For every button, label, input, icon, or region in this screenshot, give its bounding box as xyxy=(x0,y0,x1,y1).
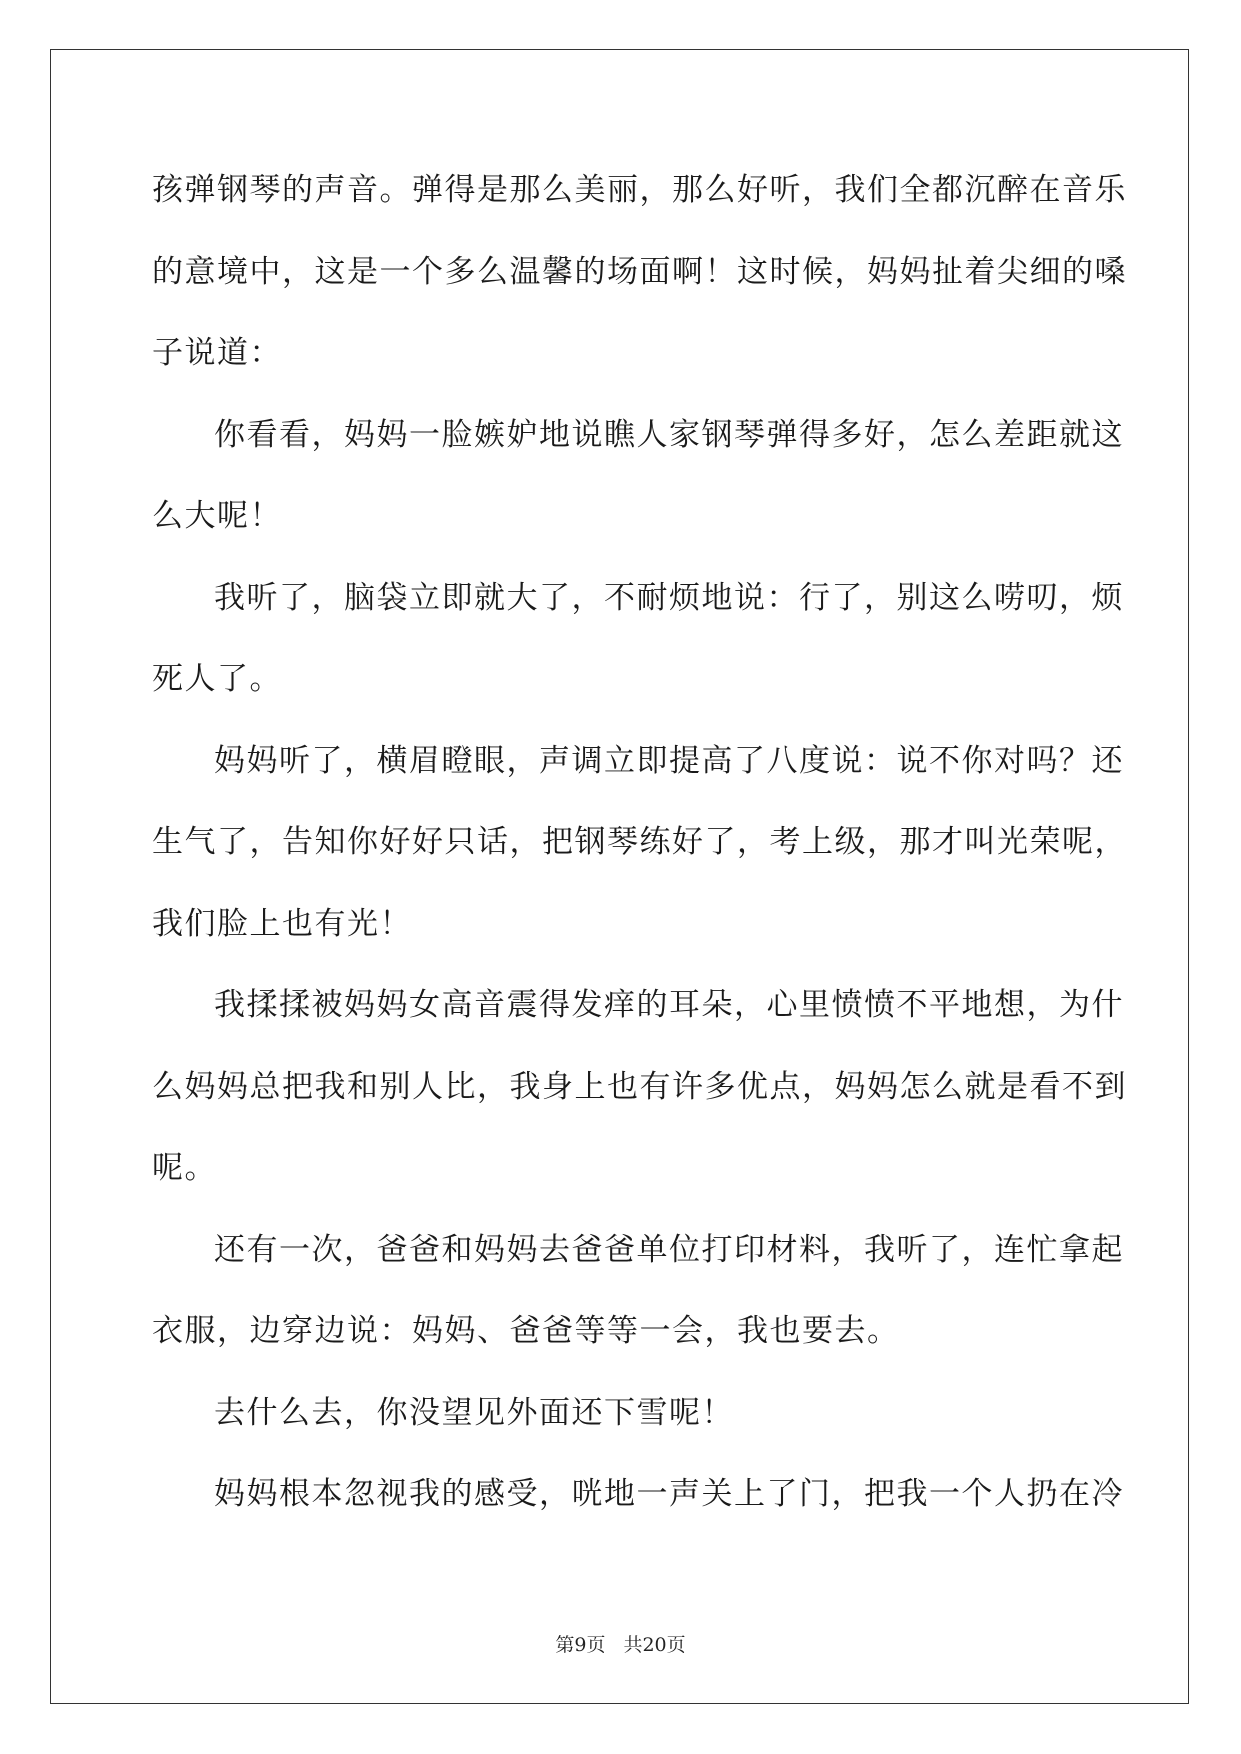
text-line: 我揉揉被妈妈女高音震得发痒的耳朵，心里愤愤不平地想，为什 xyxy=(214,987,1124,1023)
page-number: 第9页 xyxy=(555,1634,606,1656)
text-line: 的意境中，这是一个多么温馨的场面啊！这时候，妈妈扯着尖细的嗓 xyxy=(152,253,1127,290)
text-line: 孩弹钢琴的声音。弹得是那么美丽，那么好听，我们全都沉醉在音乐 xyxy=(152,172,1127,208)
text-line: 我听了，脑袋立即就大了，不耐烦地说：行了，别这么唠叨，烦 xyxy=(214,579,1124,616)
text-line: 妈妈根本忽视我的感受，咣地一声关上了门，把我一个人扔在冷 xyxy=(214,1476,1124,1512)
text-line: 么大呢！ xyxy=(152,498,282,534)
text-line: 去什么去，你没望见外面还下雪呢！ xyxy=(214,1394,734,1431)
text-line: 生气了，告知你好好只话，把钢琴练好了，考上级，那才叫光荣呢， xyxy=(152,824,1127,860)
document-body xyxy=(152,150,1127,1536)
text-line: 子说道： xyxy=(152,335,282,371)
text-line: 还有一次，爸爸和妈妈去爸爸单位打印材料，我听了，连忙拿起 xyxy=(214,1231,1124,1268)
text-line: 我们脸上也有光！ xyxy=(152,905,412,942)
text-line: 衣服，边穿边说：妈妈、爸爸等等一会，我也要去。 xyxy=(152,1313,900,1349)
text-line: 死人了。 xyxy=(152,661,282,697)
text-line: 你看看，妈妈一脸嫉妒地说瞧人家钢琴弹得多好，怎么差距就这 xyxy=(214,416,1124,453)
page-footer xyxy=(0,1630,1241,1657)
text-line: 呢。 xyxy=(152,1150,217,1186)
text-line: 妈妈听了，横眉瞪眼，声调立即提高了八度说：说不你对吗？还 xyxy=(214,742,1124,779)
page-total: 共20页 xyxy=(623,1634,686,1656)
text-line: 么妈妈总把我和别人比，我身上也有许多优点，妈妈怎么就是看不到 xyxy=(152,1068,1127,1105)
